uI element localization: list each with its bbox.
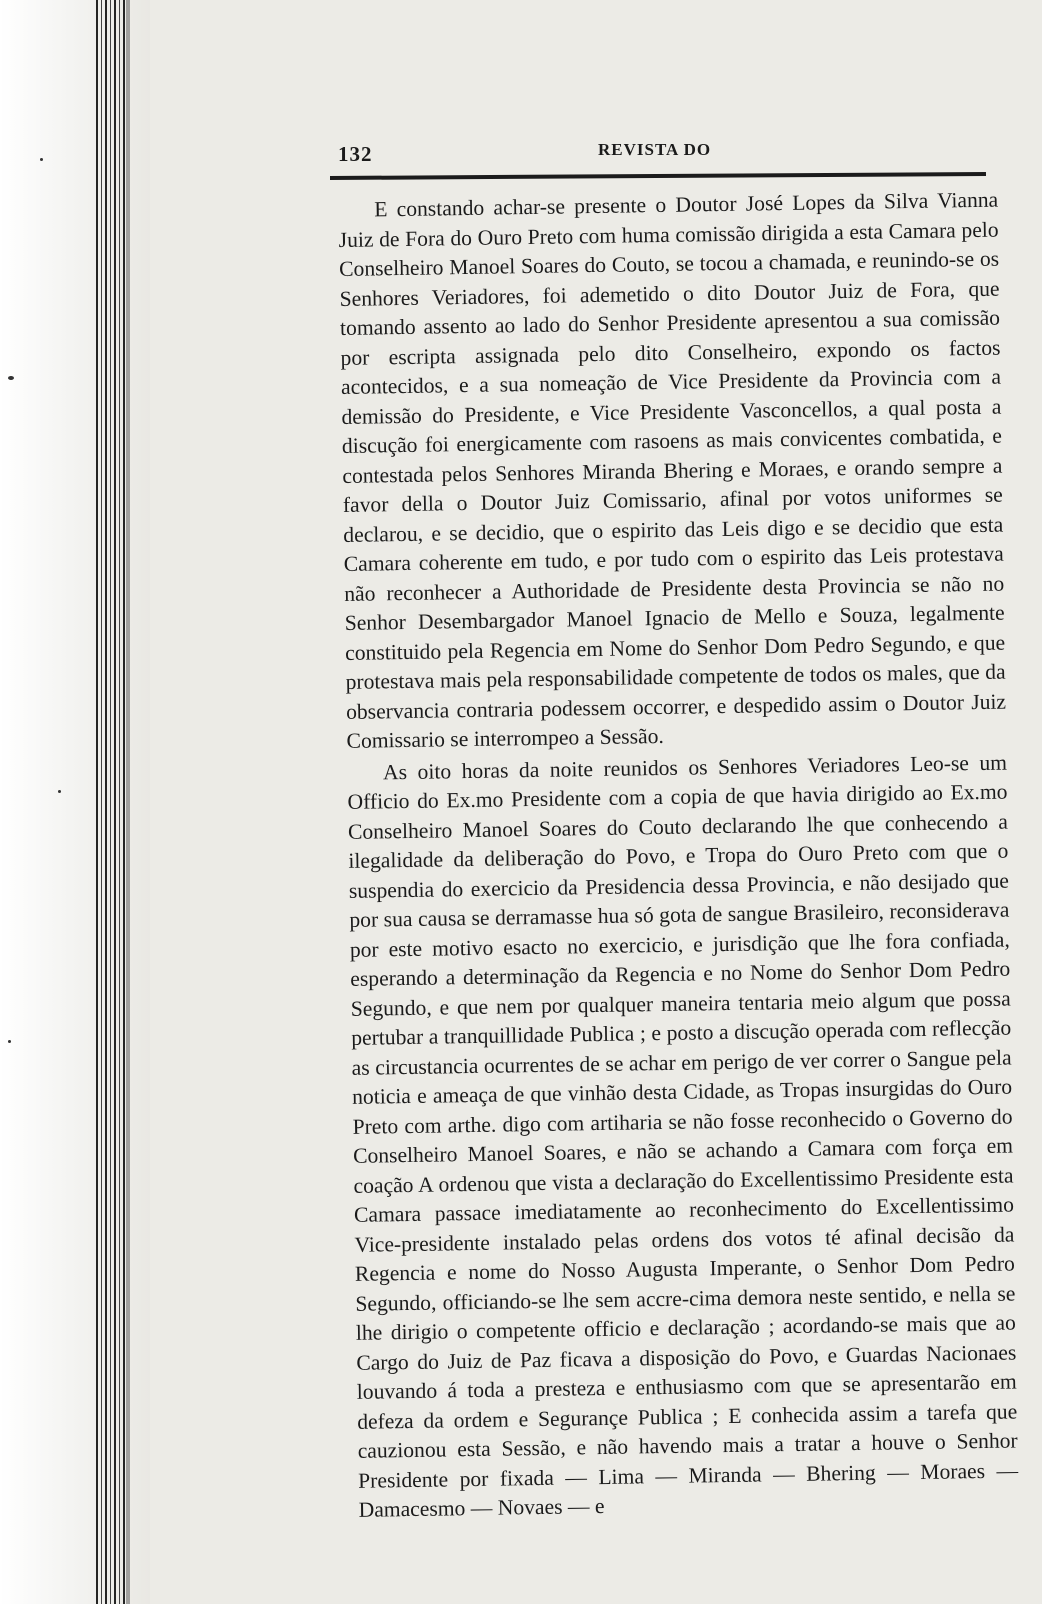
running-head: REVISTA DO bbox=[598, 140, 712, 159]
dust-speck bbox=[58, 790, 61, 793]
header-rule bbox=[330, 172, 986, 180]
dust-speck bbox=[40, 158, 43, 161]
book-page bbox=[150, 0, 1042, 1604]
book-binding bbox=[96, 0, 126, 1604]
paragraph: As oito horas da noite reunidos os Senhores Veriadores Leo-se um Officio do Ex.mo Presidente com a copia de que havia dirigido ao Ex.mo Conselheiro Manoel Soares do Couto declarando lhe que conhecendo a ilegalidade da deliberação do Povo, e Tropa do Ouro Preto com que o suspendia do exercicio da Presidencia dessa Provincia, e não desijado que por sua causa se derramasse hua só gota de sangue Brasileiro, reconsiderava por este motivo esacto no exercicio, e jurisdição que lhe fora confiada, esperando a determinação da Regencia e no Nome do Senhor Dom Pedro Segundo, e que nem por qualquer maneira tentaria meio algum que possa pertubar a tranquillidade Publica ; e posto a discução operada com reflecção as circustancia ocurrentes de se achar em perigo de ver correr o Sangue pela noticia e ameaça de que vinhão desta Cidade, as Tropas insurgidas do Ouro Preto com arthe. digo com artiharia se não fosse reconhecido o Governo do Conselheiro Manoel Soares, e não se achando a Camara com força em coação A ordenou que vista a declaração do Excellentissimo Presidente esta Camara passace imediatamente ao reconhecimento do Excellentissimo Vice-presidente instalado pelas ordens dos votos té afinal decisão da Regencia e nome do Nosso Augusta Imperante, o Senhor Dom Pedro Segundo, officiando-se lhe sem accre-cima demora neste sentido, e nella se lhe dirigio o competente officio e declaração ; acordando-se mais que ao Cargo do Juiz de Paz ficava a disposição do Povo, e Guardas Nacionaes louvando á toda a presteza e enthusiasmo com que se apresentarão em defeza da ordem e Segurançe Publica ; E conhecida assim a tarefa que cauzionou esta Sessão, e não havendo mais a tratar a houve o Senhor Presidente por fixada — Lima — Miranda — Bhering — Moraes — Damacesmo — Novaes — e bbox=[347, 750, 1019, 1522]
page-number: 132 bbox=[338, 142, 373, 166]
paragraph: E constando achar-se presente o Doutor José Lopes da Silva Vianna Juiz de Fora do Ouro Preto com huma comissão dirigida a esta Camara pelo Conselheiro Manoel Soares do Couto, se tocou a chamada, e reunindo-se os Senhores Veriadores, foi ademetido o dito Doutor Juiz de Fora, que tomando assento ao lado do Senhor Presidente apresentou a sua comissão por escripta assignada pelo dito Conselheiro, expondo os factos acontecidos, e a sua nomeação de Vice Presidente da Provincia com a demissão do Presidente, e Vice Presidente Vasconcellos, a qual posta a discução foi energicamente com rasoens as mais convicentes combatida, e contestada pelos Senhores Miranda Bhering e Moraes, e orando sempre a favor della o Doutor Juiz Comissario, afinal por votos uniformes se declarou, e se decidio, que o espirito das Leis digo e se decidio que esta Camara coherente em tudo, e por tudo com o espirito das Leis protestava não reconhecer a Authoridade de Presidente desta Provincia se não no Senhor Desembargador Manoel Ignacio de Mello e Souza, legalmente constituido pela Regencia em Nome do Senhor Dom Pedro Segundo, e que protestava mais pela responsabilidade competente de todos os males, que da observancia contraria podessem occorrer, e despedido assim o Doutor Juiz Comissario se interrompeo a Sessão. bbox=[338, 187, 1007, 753]
dust-speck bbox=[8, 1040, 11, 1043]
dust-speck bbox=[8, 376, 14, 380]
binding-edge bbox=[126, 0, 130, 1604]
body-text bbox=[338, 186, 1019, 1526]
page-header bbox=[338, 136, 1002, 172]
